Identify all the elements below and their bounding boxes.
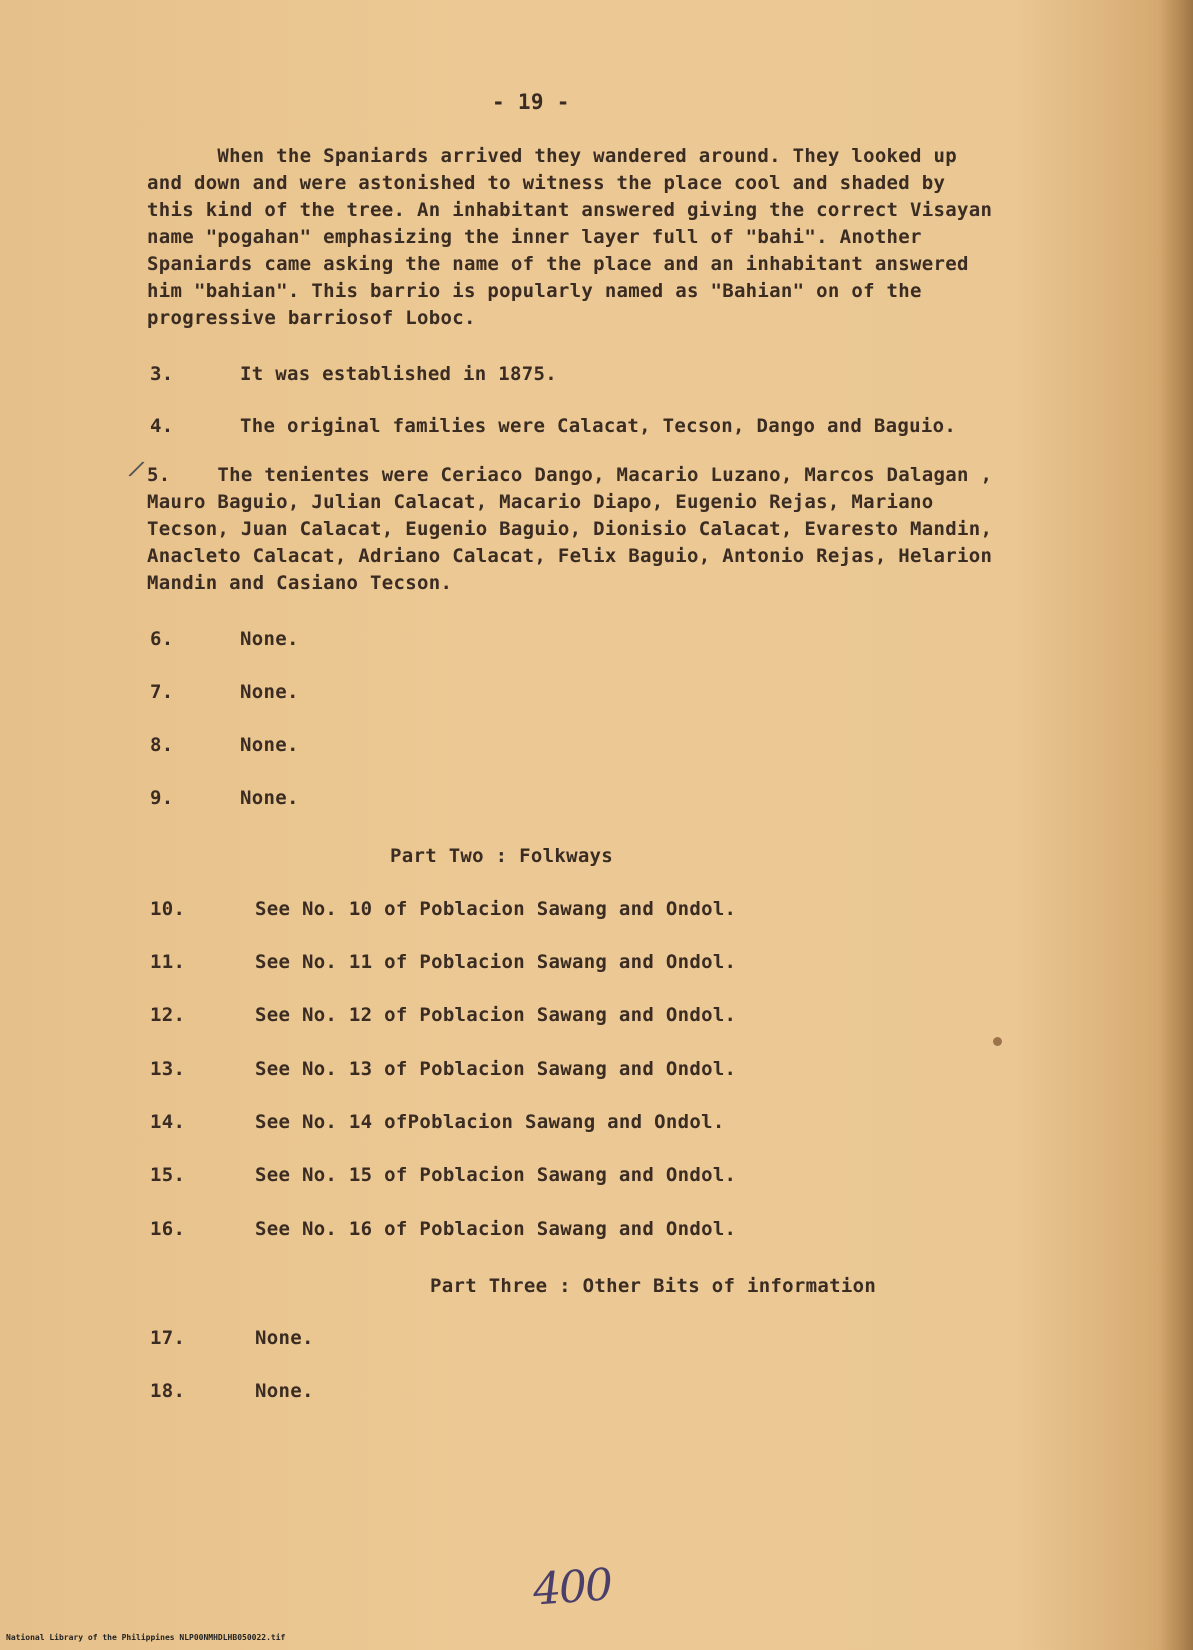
scan-footer: National Library of the Philippines NLP00NMHDLHB050022.tif <box>6 1633 286 1642</box>
item-number: 3. <box>150 363 174 385</box>
item-text: None. <box>240 734 299 756</box>
item-text: None. <box>240 681 299 703</box>
item-text: See No. 14 ofPoblacion Sawang and Ondol. <box>255 1111 725 1133</box>
item-number: 11. <box>150 951 186 973</box>
item-number: 4. <box>150 415 174 437</box>
item-text: The original families were Calacat, Tecson, Dango and Baguio. <box>240 415 957 437</box>
item-text: It was established in 1875. <box>240 363 557 385</box>
paragraph-line: Mandin and Casiano Tecson. <box>147 572 453 594</box>
item-number: 9. <box>150 787 174 809</box>
item-number: 10. <box>150 898 186 920</box>
paragraph-line: and down and were astonished to witness the place cool and shaded by <box>147 172 946 194</box>
item-number: 17. <box>150 1327 186 1349</box>
item-number: 8. <box>150 734 174 756</box>
item-number: 7. <box>150 681 174 703</box>
item-number: 14. <box>150 1111 186 1133</box>
paragraph-line: Mauro Baguio, Julian Calacat, Macario Diapo, Eugenio Rejas, Mariano <box>147 491 934 513</box>
item-text: See No. 10 of Poblacion Sawang and Ondol. <box>255 898 737 920</box>
paragraph-line: Anacleto Calacat, Adriano Calacat, Felix Baguio, Antonio Rejas, Helarion <box>147 545 993 567</box>
page-binding-edge <box>1159 0 1193 1650</box>
item-text: See No. 11 of Poblacion Sawang and Ondol. <box>255 951 737 973</box>
item-number: 13. <box>150 1058 186 1080</box>
intro-paragraph <box>147 143 1107 332</box>
item-number: 12. <box>150 1004 186 1026</box>
page-number: - 19 - <box>492 90 570 114</box>
item-text: None. <box>255 1327 314 1349</box>
handwritten-page-number: 400 <box>531 1559 613 1616</box>
item-number: 15. <box>150 1164 186 1186</box>
paragraph-line: Spaniards came asking the name of the place and an inhabitant answered <box>147 253 969 275</box>
item-5-block <box>147 462 992 597</box>
paragraph-line: 5. The tenientes were Ceriaco Dango, Macario Luzano, Marcos Dalagan , <box>147 464 993 486</box>
paragraph-line: him "bahian". This barrio is popularly named as "Bahian" on of the <box>147 280 922 302</box>
item-text: None. <box>240 628 299 650</box>
paper-stain <box>993 1037 1002 1046</box>
item-text: None. <box>255 1380 314 1402</box>
paragraph-line: name "pogahan" emphasizing the inner layer full of "bahi". Another <box>147 226 922 248</box>
item-number: 16. <box>150 1218 186 1240</box>
part-three-heading: Part Three : Other Bits of information <box>430 1275 877 1297</box>
item-text: See No. 15 of Poblacion Sawang and Ondol. <box>255 1164 737 1186</box>
item-text: See No. 12 of Poblacion Sawang and Ondol. <box>255 1004 737 1026</box>
paragraph-line: Tecson, Juan Calacat, Eugenio Baguio, Dionisio Calacat, Evaresto Mandin, <box>147 518 993 540</box>
pencil-tick-mark: / <box>126 455 148 484</box>
part-two-heading: Part Two : Folkways <box>390 845 614 867</box>
paragraph-line: When the Spaniards arrived they wandered around. They looked up <box>147 145 957 167</box>
item-text: See No. 16 of Poblacion Sawang and Ondol. <box>255 1218 737 1240</box>
item-text: See No. 13 of Poblacion Sawang and Ondol. <box>255 1058 737 1080</box>
item-text: None. <box>240 787 299 809</box>
paragraph-line: progressive barriosof Loboc. <box>147 307 476 329</box>
paragraph-line: this kind of the tree. An inhabitant answered giving the correct Visayan <box>147 199 993 221</box>
item-number: 6. <box>150 628 174 650</box>
item-number: 18. <box>150 1380 186 1402</box>
